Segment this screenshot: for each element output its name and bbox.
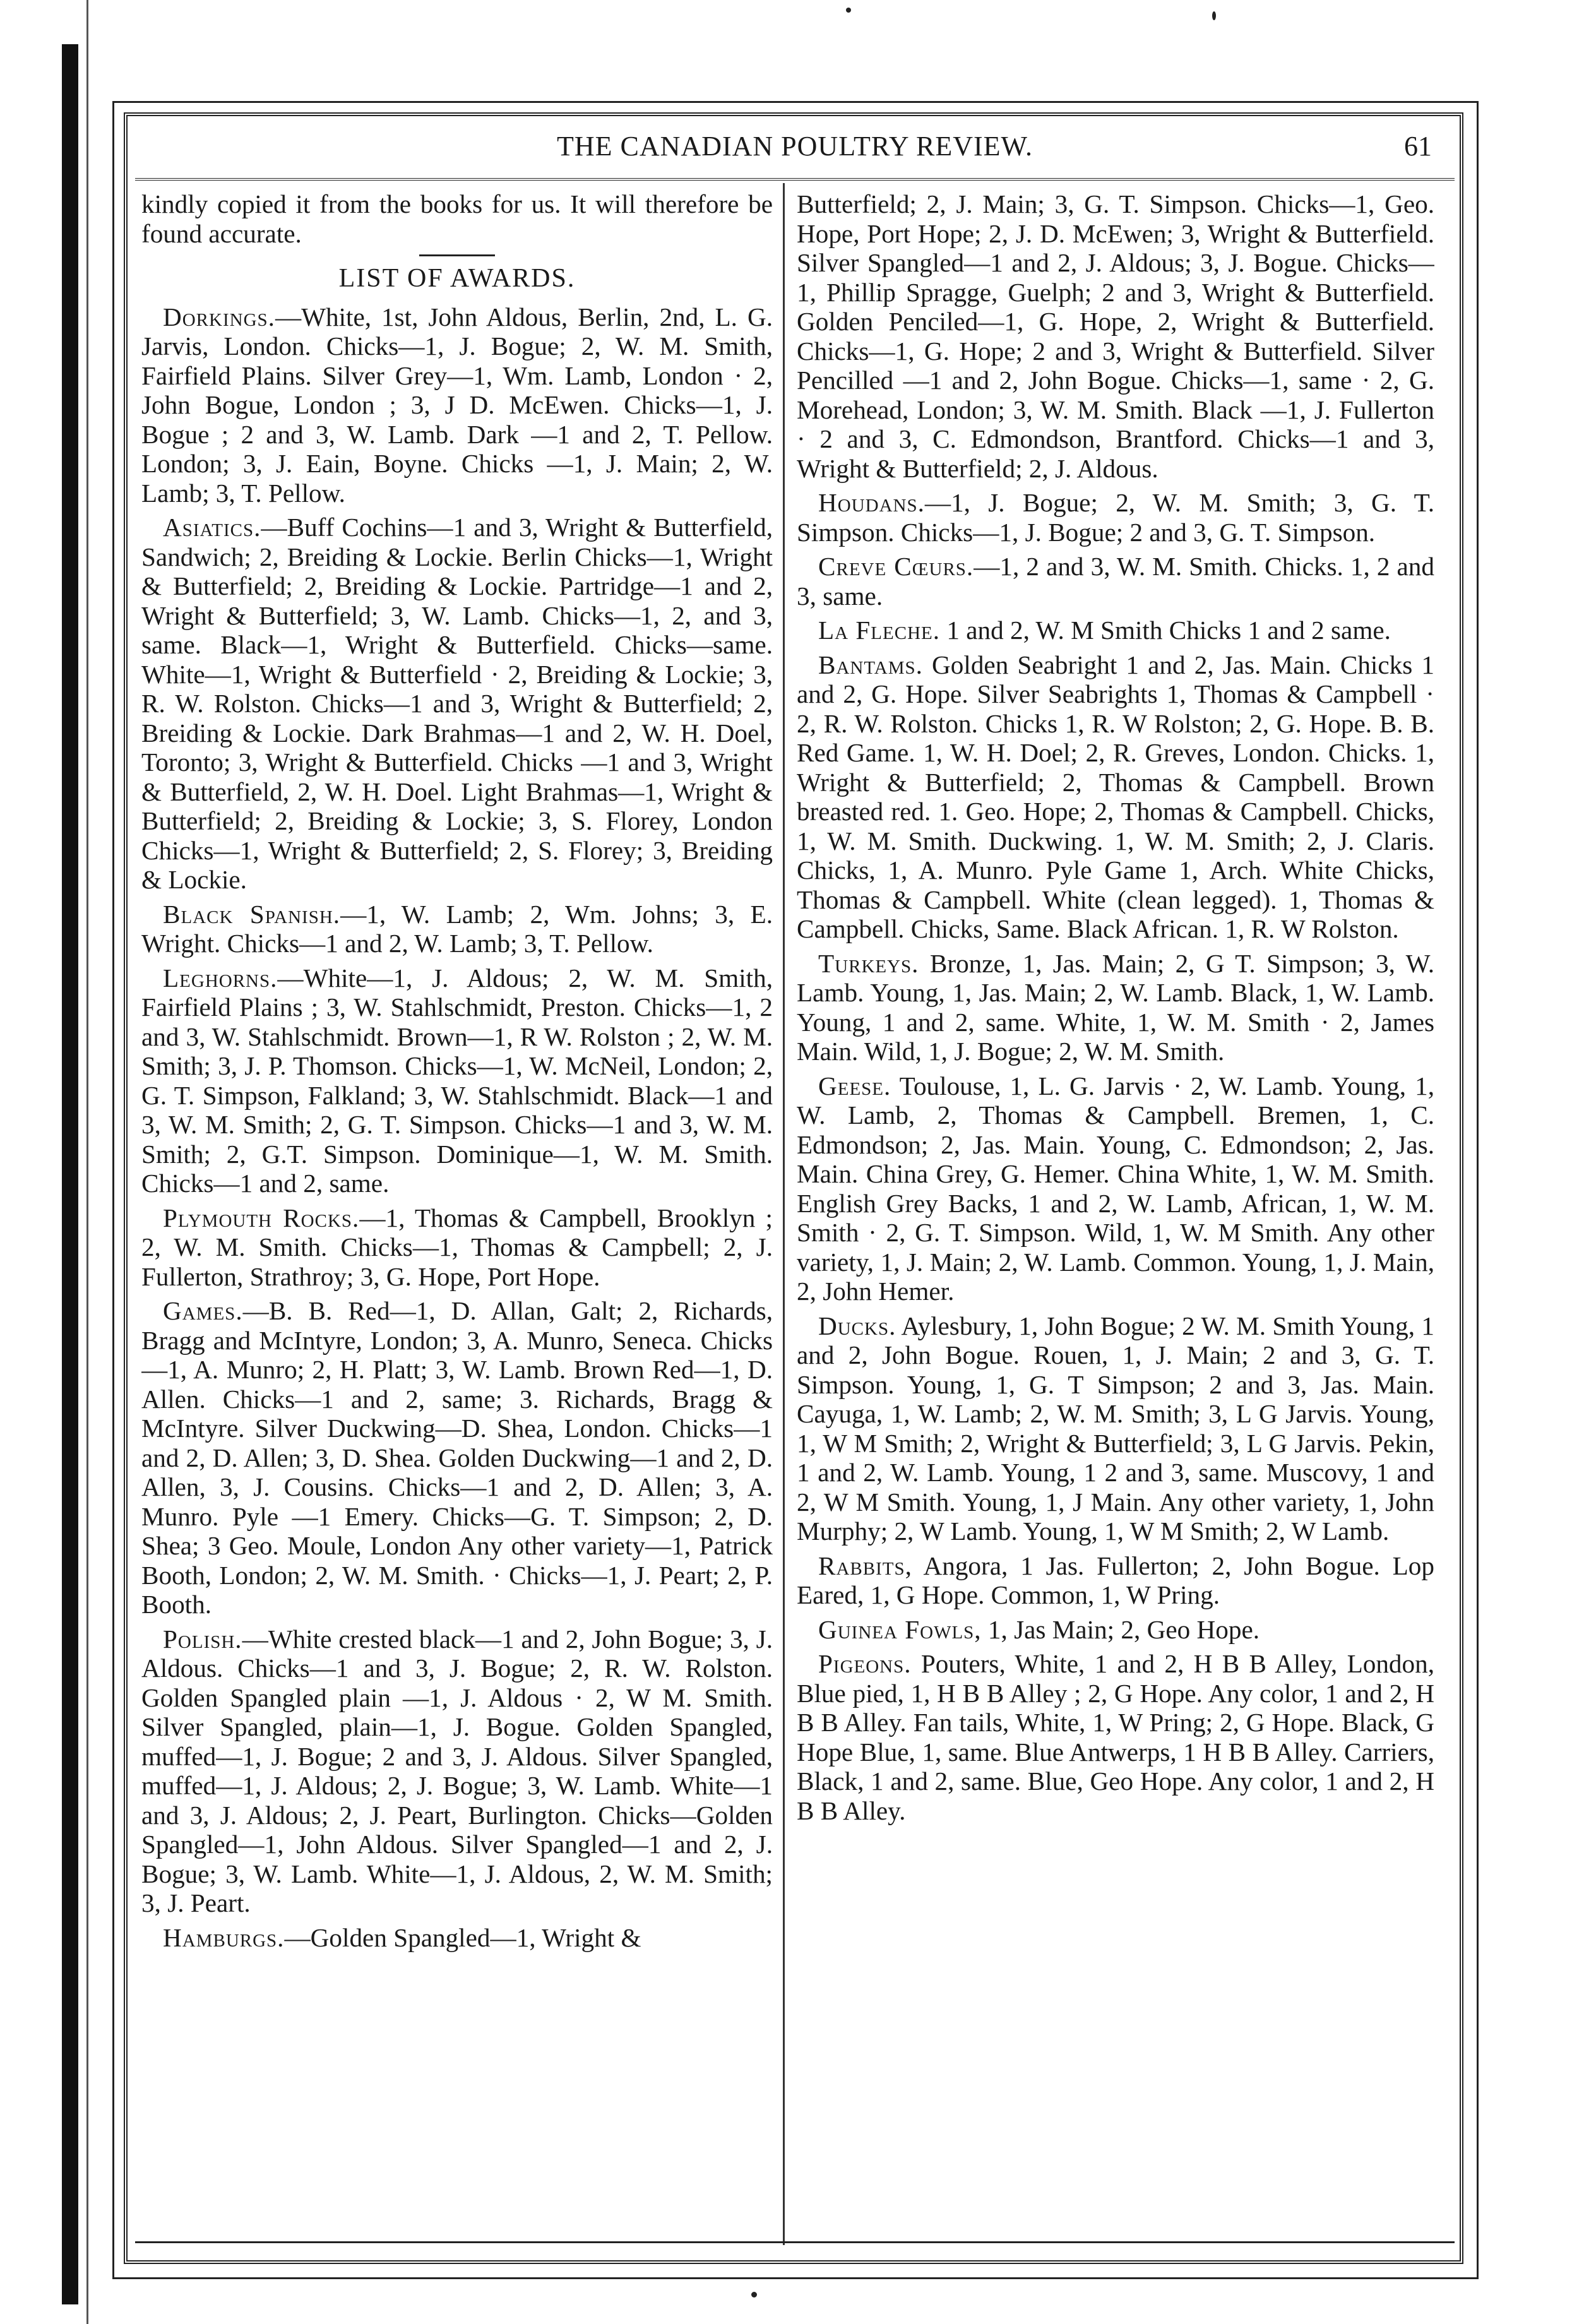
- award-paragraph-plymouth-rocks: [141, 1203, 773, 1292]
- award-text: Angora, 1 Jas. Fullerton; 2, John Bogue. Lop Eared, 1, G Hope. Common, 1, W Pring.: [797, 1551, 1434, 1609]
- award-paragraph-polish: [141, 1624, 773, 1918]
- award-paragraph-pigeons: [797, 1649, 1434, 1825]
- award-paragraph-guinea-fowls: [797, 1615, 1434, 1645]
- award-text: 1 and 2, W. M Smith Chicks 1 and 2 same.: [940, 616, 1391, 645]
- award-text: —B. B. Red—1, D. Allan, Galt; 2, Richards, Bragg and McIntyre, London; 3, A. Munro, Seneca. Chicks—1, A. Munro; 2, H. Platt; 3, W. Lamb. Brown Red—1, D. Allen. Chicks—1 and 2, same; 3. Richards, Bragg & McIntyre. Silver Duckwing—D. Shea, London. Chicks—1 and 2, D. Allen; 3, D. Shea. Golden Duckwing—1 and 2, D. Allen, 3, J. Cousins. Chicks—1 and 2, D. Allen; 3, A. Munro. Pyle —1 Emery. Chicks—G. T. Simpson; 2, D. Shea; 3 Geo. Moule, London Any other variety—1, Patrick Booth, London; 2, W. M. Smith. · Chicks—1, J. Peart; 2, P. Booth.: [141, 1296, 773, 1619]
- breed-heading: Leghorns.: [163, 963, 278, 992]
- breed-heading: Plymouth Rocks.: [163, 1203, 360, 1232]
- page-header: [135, 120, 1455, 178]
- continuation-paragraph: Butterfield; 2, J. Main; 3, G. T. Simpson. Chicks—1, Geo. Hope, Port Hope; 2, J. D. McEwen; 3, Wright & Butterfield. Silver Spangled—1 and 2, J. Aldous; 3, J. Bogue. Chicks—1, Phillip Spragge, Guelph; 2 and 3, Wright & Butterfield. Golden Penciled—1, G. Hope, 2, Wright & Butterfield. Chicks—1, G. Hope; 2 and 3, Wright & Butterfield. Silver Pencilled —1 and 2, John Bogue. Chicks—1, same · 2, G. Morehead, London; 3, W. M. Smith. Black —1, J. Fullerton · 2 and 3, C. Edmondson, Brantford. Chicks—1 and 3, Wright & Butterfield; 2, J. Aldous.: [797, 189, 1434, 483]
- award-text: —1, Thomas & Campbell, Brooklyn ; 2, W. M. Smith. Chicks—1, Thomas & Campbell; 2, J. Fullerton, Strathroy; 3, G. Hope, Port Hope.: [141, 1203, 773, 1291]
- award-paragraph-hamburgs: [141, 1923, 773, 1953]
- award-text: —Golden Spangled—1, Wright &: [284, 1922, 641, 1952]
- breed-heading: Creve Cœurs.: [818, 552, 974, 581]
- binding-margin-line: [86, 0, 88, 2324]
- ink-speck: [1212, 11, 1216, 20]
- award-text: —1, J. Bogue; 2, W. M. Smith; 3, G. T. Simpson. Chicks—1, J. Bogue; 2 and 3, G. T. Simpson.: [797, 488, 1434, 547]
- award-paragraph-black-spanish: [141, 900, 773, 958]
- breed-heading: Dorkings.: [163, 302, 275, 331]
- award-paragraph-turkeys: [797, 949, 1434, 1066]
- award-text: Bronze, 1, Jas. Main; 2, G T. Simpson; 3, W. Lamb. Young, 1, Jas. Main; 2, W. Lamb. Black, 1, W. Lamb. Young, 1 and 2, same. White, 1, W. M. Smith · 2, James Main. Wild, 1, J. Bogue; 2, W. M. Smith.: [797, 948, 1434, 1066]
- award-text: —White crested black—1 and 2, John Bogue; 3, J. Aldous. Chicks—1 and 3, J. Bogue; 2, R. W. Rolston. Golden Spangled plain —1, J. Aldous · 2, W M. Smith. Silver Spangled, plain—1, J. Bogue. Golden Spangled, muffed—1, J. Bogue; 2 and 3, J. Aldous. Silver Spangled, muffed—1, J. Aldous; 2, J. Bogue; 3, W. Lamb. White—1 and 3, J. Aldous; 2, J. Peart, Burlington. Chicks—Golden Spangled—1, John Aldous. Silver Spangled—1 and 2, J. Bogue; 3, W. Lamb. White—1, J. Aldous, 2, W. M. Smith; 3, J. Peart.: [141, 1624, 773, 1917]
- breed-heading: Pigeons.: [818, 1649, 912, 1678]
- breed-heading: Games.: [163, 1296, 243, 1325]
- award-text: Toulouse, 1, L. G. Jarvis · 2, W. Lamb. Young, 1, W. Lamb, 2, Thomas & Campbell. Bremen, 1, C. Edmondson; 2, Jas. Main. Young, C. Edmondson; 2, Jas. Main. China Grey, G. Hemer. China White, 1, W. M. Smith. English Grey Backs, 1 and 2, W. Lamb, African, 1, W. M. Smith · 2, G. T. Simpson. Wild, 1, W. M Smith. Any other variety, 1, J. Main; 2, W. Lamb. Common. Young, 1, J. Main, 2, John Hemer.: [797, 1071, 1434, 1306]
- right-column: [797, 189, 1434, 2234]
- award-paragraph-rabbits: [797, 1551, 1434, 1610]
- award-text: —White, 1st, John Aldous, Berlin, 2nd, L. G. Jarvis, London. Chicks—1, J. Bogue; 2, W. M. Smith, Fairfield Plains. Silver Grey—1, Wm. Lamb, London · 2, John Bogue, London ; 3, J D. McEwen. Chicks—1, J. Bogue ; 2 and 3, W. Lamb. Dark —1 and 2, T. Pellow. London; 3, J. Eain, Boyne. Chicks —1, J. Main; 2, W. Lamb; 3, T. Pellow.: [141, 302, 773, 508]
- award-text: Pouters, White, 1 and 2, H B B Alley, London, Blue pied, 1, H B B Alley ; 2, G Hope. Any color, 1 and 2, H B B Alley. Fan tails, White, 1, W Pring; 2, G Hope. Black, G Hope Blue, 1, same. Blue Antwerps, 1 H B B Alley. Carriers, Black, 1 and 2, same. Blue, Geo Hope. Any color, 1 and 2, H B B Alley.: [797, 1649, 1434, 1825]
- award-text: 1, Jas Main; 2, Geo Hope.: [981, 1614, 1260, 1644]
- award-paragraph-creve-coeurs: [797, 552, 1434, 611]
- left-column: [141, 189, 773, 2234]
- award-text: Golden Seabright 1 and 2, Jas. Main. Chicks 1 and 2, G. Hope. Silver Seabrights 1, Thomas & Campbell · 2, R. W. Rolston. Chicks 1, R. W Rolston; 2, G. Hope. B. B. Red Game. 1, W. H. Doel; 2, R. Greves, London. Chicks. 1, Wright & Butterfield; 2, Thomas & Campbell. Brown breasted red. 1. Geo. Hope; 2, Thomas & Campbell. Chicks, 1, W. M. Smith. Duckwing. 1, W. M. Smith; 2, J. Claris. Chicks, 1, A. Munro. Pyle Game 1, Arch. White Chicks, Thomas & Campbell. White (clean legged). 1, Thomas & Campbell. Chicks, Same. Black African. 1, R. W Rolston.: [797, 650, 1434, 943]
- breed-heading: Bantams.: [818, 650, 923, 679]
- award-paragraph-bantams: [797, 650, 1434, 944]
- bottom-rule: [135, 2241, 1455, 2243]
- breed-heading: La Fleche.: [818, 616, 941, 645]
- list-heading: LIST OF AWARDS.: [338, 264, 576, 293]
- section-divider: [419, 254, 495, 256]
- award-paragraph-games: [141, 1296, 773, 1619]
- award-text: —White—1, J. Aldous; 2, W. M. Smith, Fairfield Plains ; 3, W. Stahlschmidt, Preston. Chicks—1, 2 and 3, W. Stahlschmidt. Brown—1, R W. Rolston ; 2, W. M. Smith; 3, J. P. Thomson. Chicks—1, W. McNeil, London; 2, G. T. Simpson, Falkland; 3, W. Stahlschmidt. Black—1 and 3, W. M. Smith; 2, G. T. Simpson. Chicks—1 and 3, W. M. Smith; 2, G.T. Simpson. Dominique—1, W. M. Smith. Chicks—1 and 2, same.: [141, 963, 773, 1198]
- award-paragraph-la-fleche: [797, 616, 1434, 645]
- breed-heading: Geese.: [818, 1071, 891, 1100]
- intro-paragraph: kindly copied it from the books for us. It will therefore be found accurate.: [141, 189, 773, 248]
- award-paragraph-ducks: [797, 1311, 1434, 1546]
- breed-heading: Houdans.: [818, 488, 925, 517]
- award-text: —1, 2 and 3, W. M. Smith. Chicks. 1, 2 and 3, same.: [797, 552, 1434, 611]
- breed-heading: Asiatics.: [163, 513, 261, 542]
- breed-heading: Black Spanish.: [163, 899, 341, 929]
- award-paragraph-asiatics: [141, 513, 773, 895]
- ink-speck: [751, 2292, 757, 2297]
- award-text: —1, W. Lamb; 2, Wm. Johns; 3, E. Wright. Chicks—1 and 2, W. Lamb; 3, T. Pellow.: [141, 899, 773, 958]
- award-paragraph-dorkings: [141, 302, 773, 508]
- breed-heading: Hamburgs.: [163, 1922, 285, 1952]
- award-paragraph-houdans: [797, 488, 1434, 547]
- binding-margin-bar: [62, 44, 78, 2304]
- breed-heading: Guinea Fowls,: [818, 1614, 982, 1644]
- award-text: Aylesbury, 1, John Bogue; 2 W. M. Smith Young, 1 and 2, John Bogue. Rouen, 1, J. Main; 2 and 3, G. T. Simpson. Young, 1, G. T Simpson; 2 and 3, Jas. Main. Cayuga, 1, W. Lamb; 2, W. M. Smith; 3, L G Jarvis. Young, 1, W M Smith; 2, Wright & Butterfield; 3, L G Jarvis. Pekin, 1 and 2, W. Lamb. Young, 1 2 and 3, same. Muscovy, 1 and 2, W M Smith. Young, 1, J Main. Any other variety, 1, John Murphy; 2, W Lamb. Young, 1, W M Smith; 2, W Lamb.: [797, 1311, 1434, 1546]
- running-title: THE CANADIAN POULTRY REVIEW.: [557, 131, 1033, 162]
- award-paragraph-leghorns: [141, 963, 773, 1198]
- award-text: —Buff Cochins—1 and 3, Wright & Butterfield, Sandwich; 2, Breiding & Lockie. Berlin Chicks—1, Wright & Butterfield; 2, Breiding & Lockie. Partridge—1 and 2, Wright & Butterfield; 3, W. Lamb. Chicks—1, 2, and 3, same. Black—1, Wright & Butterfield. Chicks—same. White—1, Wright & Butterfield · 2, Breiding & Lockie; 3, R. W. Rolston. Chicks—1 and 3, Wright & Butterfield; 2, Breiding & Lockie. Dark Brahmas—1 and 2, W. H. Doel, Toronto; 3, Wright & Butterfield. Chicks —1 and 3, Wright & Butterfield, 2, W. H. Doel. Light Brahmas—1, Wright & Butterfield; 2, Breiding & Lockie; 3, S. Florey, London Chicks—1, Wright & Butterfield; 2, S. Florey; 3, Breiding & Lockie.: [141, 513, 773, 894]
- breed-heading: Turkeys.: [818, 948, 919, 978]
- header-rule: [135, 178, 1455, 183]
- ink-speck: [846, 8, 851, 13]
- breed-heading: Ducks.: [818, 1311, 896, 1340]
- breed-heading: Polish.: [163, 1624, 242, 1654]
- award-paragraph-geese: [797, 1071, 1434, 1306]
- page-number: 61: [1404, 131, 1432, 162]
- column-divider: [783, 183, 785, 2245]
- breed-heading: Rabbits,: [818, 1551, 912, 1580]
